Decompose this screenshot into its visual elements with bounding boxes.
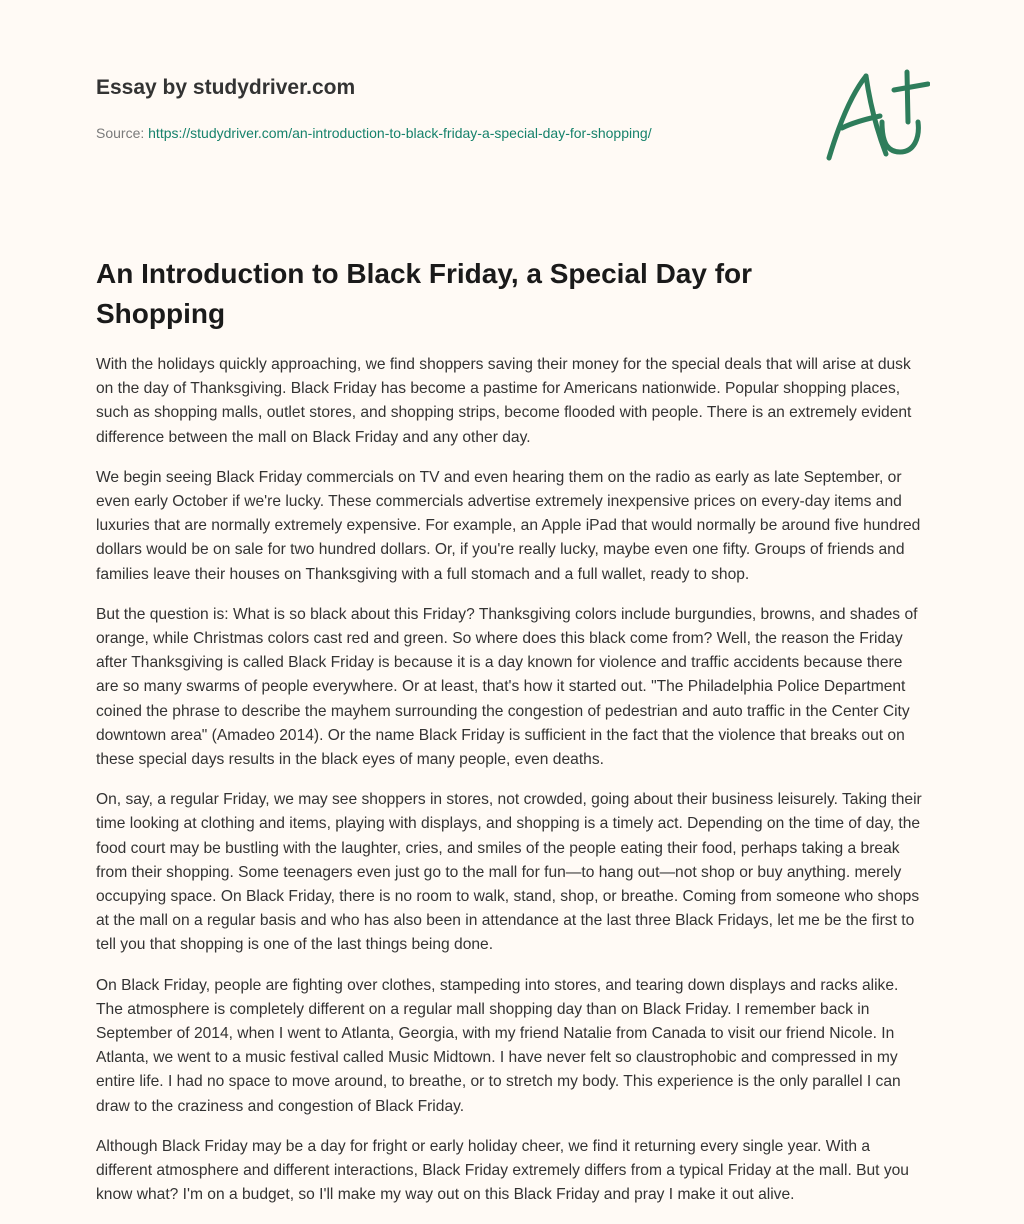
a-plus-logo-svg: [820, 66, 930, 166]
paragraph: With the holidays quickly approaching, we find shoppers saving their money for the special deals that will arise at dusk on the day of Thanksgiving. Black Friday has become a pastime for Americans nationwide. Popular shopping places, such as shopping malls, outlet stores, and shopping strips, become flooded with people. There is an extremely evident difference between the mall on Black Friday and any other day.: [96, 356, 912, 446]
article-body: [96, 353, 928, 1224]
paragraph: We begin seeing Black Friday commercials on TV and even hearing them on the radio as early as late September, or even early October if we're lucky. These commercials advertise extremely inexpensive prices on every-day items and luxuries that are normally extremely expensive. For example, an Apple iPad that would normally be around five hundred dollars would be on sale for two hundred dollars. Or, if you're really lucky, maybe even one fifty. Groups of friends and families leave their houses on Thanksgiving with a full stomach and a full wallet, ready to shop.: [96, 468, 921, 583]
article-title: An Introduction to Black Friday, a Special Day for Shopping: [96, 258, 753, 329]
a-plus-logo-icon: [820, 66, 930, 166]
document-header: [96, 72, 836, 142]
paragraph: On Black Friday, people are fighting over clothes, stampeding into stores, and tearing down displays and racks alike. The atmosphere is completely different on a regular mall shopping day than on Black Friday. I remember back in September of 2014, when I went to Atlanta, Georgia, with my friend Natalie from Canada to visit our friend Nicole. In Atlanta, we went to a music festival called Music Midtown. I have never felt so claustrophobic and compressed in my entire life. I had no space to move around, to breathe, or to stretch my body. This experience is the only parallel I can draw to the craziness and congestion of Black Friday.: [96, 976, 901, 1115]
source-line: [96, 124, 836, 142]
paragraph: On, say, a regular Friday, we may see shoppers in stores, not crowded, going about their business leisurely. Taking their time looking at clothing and items, playing with displays, and shopping is a timely act. Depending on the time of day, the food court may be bustling with the laughter, cries, and smiles of the people eating their food, perhaps taking a break from their shopping. Some teenagers even just go to the mall for fun—to hang out—not shop or buy anything. merely occupying space. On Black Friday, there is no room to walk, stand, shop, or breathe. Coming from someone who shops at the mall on a regular basis and who has also been in attendance at the last three Black Fridays, let me be the first to tell you that shopping is one of the last things being done.: [96, 791, 922, 954]
paragraph: But the question is: What is so black about this Friday? Thanksgiving colors include burgundies, browns, and shades of orange, while Christmas colors cast red and green. So where does this black come from? Well, the reason the Friday after Thanksgiving is called Black Friday is because it is a day known for violence and traffic accidents because there are so many swarms of people everywhere. Or at least, that's how it started out. "The Philadelphia Police Department coined the phrase to describe the mayhem surrounding the congestion of pedestrian and auto traffic in the Center City downtown area" (Amadeo 2014). Or the name Black Friday is sufficient in the fact that the violence that breaks out on these special days results in the black eyes of many people, even deaths.: [96, 605, 918, 769]
source-link[interactable]: https://studydriver.com/an-introduction-to-black-friday-a-special-day-for-shopping/: [148, 125, 652, 141]
brand-title: Essay by studydriver.com: [96, 76, 356, 99]
paragraph: Although Black Friday may be a day for fright or early holiday cheer, we find it returning every single year. With a different atmosphere and different interactions, Black Friday extremely differs from a typical Friday at the mall. But you know what? I'm on a budget, so I'll make my way out on this Black Friday and pray I make it out alive.: [96, 1137, 909, 1204]
source-label: Source:: [96, 125, 145, 141]
